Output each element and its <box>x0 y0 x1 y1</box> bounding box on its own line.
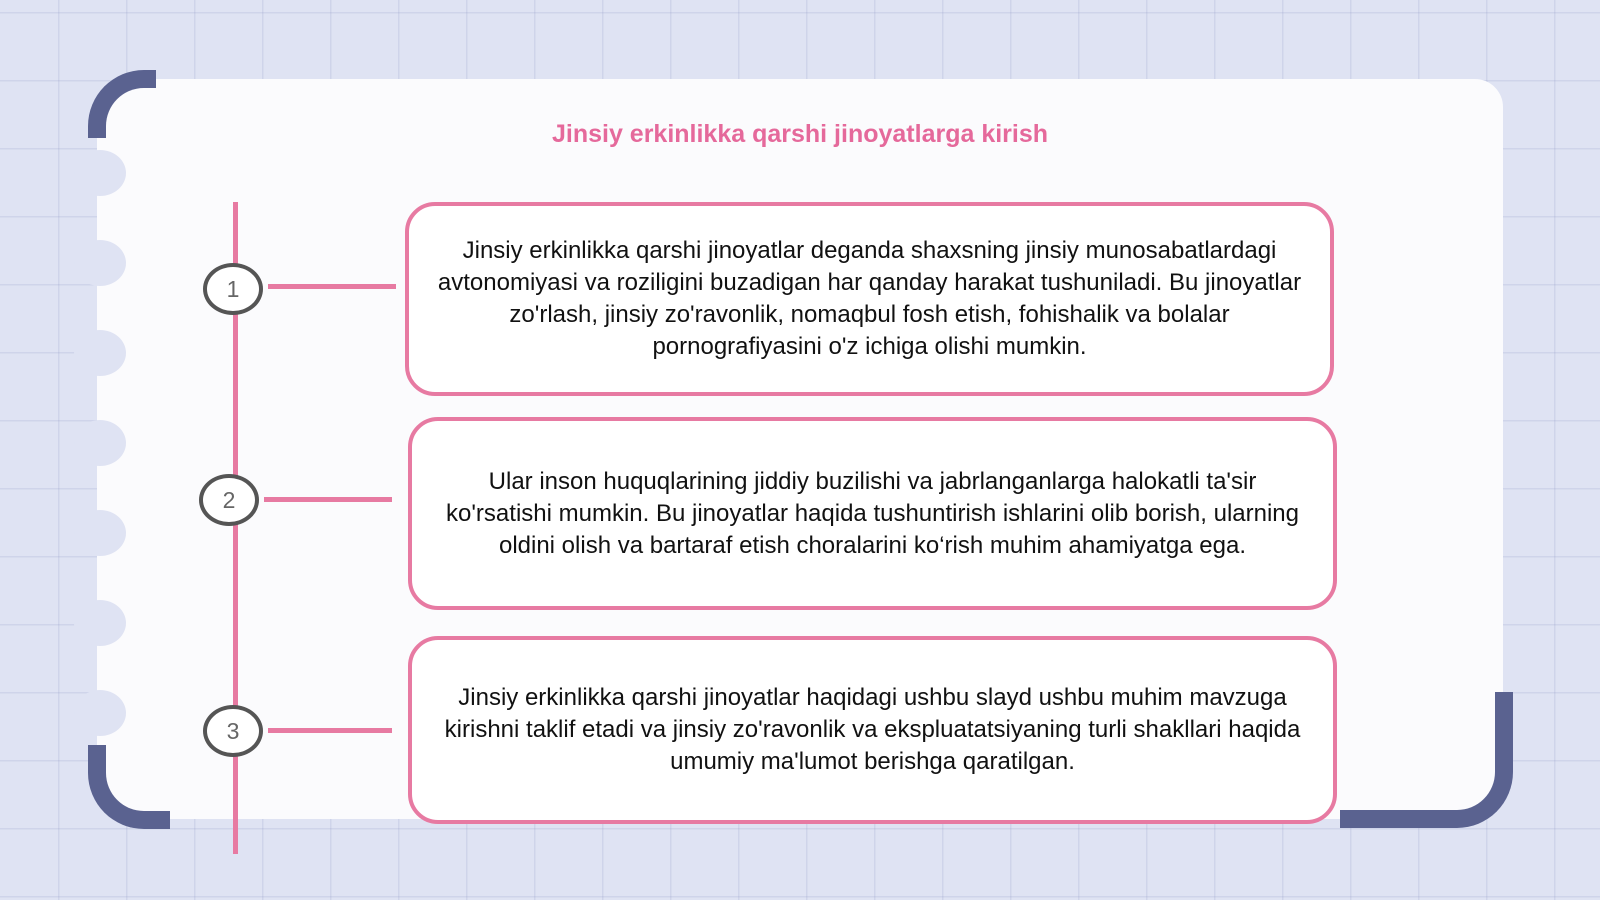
step-marker-1 <box>203 263 263 315</box>
frame-corner-bottom-left <box>88 745 170 829</box>
frame-corner-bottom-right <box>1340 692 1513 828</box>
step-box-2 <box>408 417 1337 610</box>
step-text: Jinsiy erkinlikka qarshi jinoyatlar deganda shaxsning jinsiy munosabatlardagi avtonomiyasi va roziligini buzadigan har qanday harakat tushuniladi. Bu jinoyatlar zo'rlash, jinsiy zo'ravonlik, nomaqbul fosh etish, fohishalik va bolalar pornografiyasini o'z ichiga olishi mumkin. <box>437 237 1302 360</box>
step-marker-3 <box>203 705 263 757</box>
slide-title: Jinsiy erkinlikka qarshi jinoyatlarga kirish <box>551 120 1049 148</box>
step-box-1 <box>405 202 1334 396</box>
notebook-hole <box>74 150 126 196</box>
notebook-hole <box>74 240 126 286</box>
step-box-3 <box>408 636 1337 824</box>
step-number: 3 <box>226 717 240 744</box>
step-connector <box>268 284 396 289</box>
notebook-hole <box>74 690 126 736</box>
notebook-hole <box>74 420 126 466</box>
step-connector <box>264 497 392 502</box>
step-connector <box>268 728 392 733</box>
step-marker-2 <box>199 474 259 526</box>
frame-corner-top-left <box>88 70 156 138</box>
notebook-hole <box>74 600 126 646</box>
step-number: 2 <box>222 486 236 513</box>
notebook-hole <box>74 330 126 376</box>
step-text: Jinsiy erkinlikka qarshi jinoyatlar haqidagi ushbu slayd ushbu muhim mavzuga kirishni taklif etadi va jinsiy zo'ravonlik va ekspluatatsiyaning turli shakllari haqida umumiy ma'lumot berishga qaratilgan. <box>444 684 1301 775</box>
step-number: 1 <box>226 275 240 302</box>
step-text: Ular inson huquqlarining jiddiy buzilishi va jabrlanganlarga halokatli ta'sir ko'rsatishi mumkin. Bu jinoyatlar haqida tushuntirish ishlarini olib borish, ularning oldini olish va bartaraf etish choralarini ko‘rish muhim ahamiyatga ega. <box>446 467 1299 559</box>
notebook-hole <box>74 510 126 556</box>
